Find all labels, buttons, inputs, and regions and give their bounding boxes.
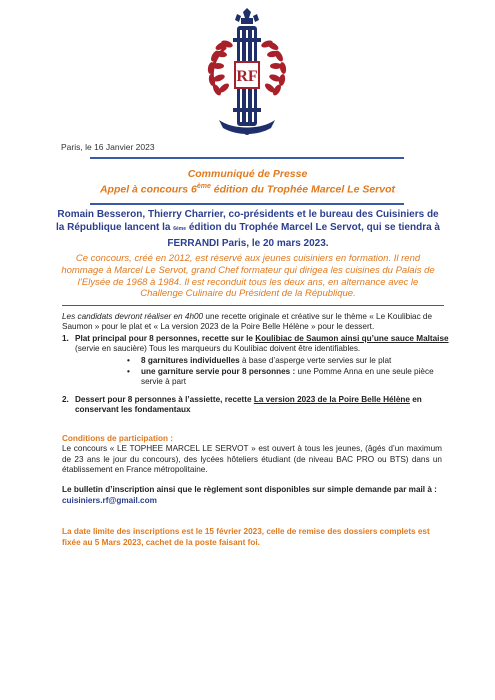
item1-underline: Koulibiac de Saumon ainsi qu’une sauce Maltaise bbox=[255, 334, 449, 343]
bullet-bold: 8 garnitures individuelles bbox=[141, 356, 240, 366]
email-link[interactable]: cuisiniers.rf@gmail.com bbox=[62, 495, 157, 505]
bullet-text: à base d’asperge verte servies sur le plat bbox=[239, 356, 392, 366]
item2-bold: Dessert pour 8 personnes à l’assiette, recette bbox=[75, 395, 254, 404]
contest-description: Ce concours, créé en 2012, est réservé aux jeunes cuisiniers en formation. Il rend hommage à Marcel Le Servot, grand Chef formateur qui dirigea les cuisines du Palais de l’Elysée de 1968 à 1984. Il est reconduit tous les deux ans, en alternance avec le Challenge Culinaire du Président de la République. bbox=[61, 253, 435, 300]
subtitle-pre: Appel à concours 6 bbox=[99, 183, 197, 196]
list-item-main-course bbox=[62, 334, 454, 387]
deadline-notice: La date limite des inscriptions est le 15 février 2023, celle de remise des dossiers complets est fixée au 5 Mars 2023, cachet de la poste faisant foi. bbox=[62, 527, 430, 547]
bullet-bold: une garniture servie pour 8 personnes : bbox=[141, 366, 296, 376]
garnish-list bbox=[127, 356, 454, 387]
item1-rest: (servie en saucière) Tous les marqueurs du Koulibiac doivent être identifiables. bbox=[75, 344, 361, 354]
top-divider bbox=[90, 157, 404, 159]
registration-info bbox=[62, 485, 442, 506]
bulletin-text: Le bulletin d’inscription ainsi que le règlement sont disponibles sur simple demande par mail à : bbox=[62, 485, 437, 494]
subtitle-sup: ème bbox=[196, 183, 211, 190]
item1-bold: Plat principal pour 8 personnes, recette sur le bbox=[75, 334, 256, 343]
intro-line-a: Romain Besseron, Thierry Charrier, co-présidents et le bureau des Cuisiniers de la République lancent la bbox=[56, 209, 439, 234]
conditions-text: Le concours « LE TOPHEE MARCEL LE SERVOT » est ouvert à tous les jeunes, (âgés d’un maximum de 23 ans le jour du concours), des lycées hôteliers étudiant (de niveau BAC PRO ou BTS) dans un établissement en France métropolitaine. bbox=[62, 444, 442, 475]
subtitle-post: édition du Trophée Marcel Le Servot bbox=[210, 183, 396, 196]
list-item bbox=[127, 367, 454, 387]
communique-title: Communiqué de Presse bbox=[187, 168, 308, 180]
intro-line-b: édition du Trophée Marcel Le Servot, qui se tiendra à FERRANDI Paris, le 20 mars 2023. bbox=[167, 222, 440, 249]
lead-rest: une recette originale et créative sur le thème « Le Koulibiac de Saumon » pour le plat et « La version 2023 de la Poire Belle Hélène » pour le dessert. bbox=[62, 312, 433, 332]
item-number: 1. bbox=[62, 334, 69, 343]
intro-tiny: 6ème bbox=[173, 226, 187, 233]
conditions-heading: Conditions de participation : bbox=[62, 434, 173, 443]
candidates-lead bbox=[62, 312, 452, 332]
list-item-dessert bbox=[62, 395, 454, 415]
second-divider bbox=[90, 203, 404, 205]
republic-emblem-logo bbox=[197, 8, 297, 138]
communique-subtitle bbox=[0, 183, 495, 196]
lead-italic: Les candidats devront réaliser en 4h00 bbox=[62, 312, 204, 321]
svg-text:RF: RF bbox=[236, 68, 258, 85]
item-number: 2. bbox=[62, 395, 69, 404]
document-date: Paris, le 16 Janvier 2023 bbox=[61, 142, 155, 152]
item2-underline: La version 2023 de la Poire Belle Hélène bbox=[253, 395, 410, 404]
item2-rest: en conservant les fondamentaux bbox=[75, 395, 422, 415]
bullet-text: une Pomme Anna en une seule pièce servie à part bbox=[141, 366, 434, 386]
list-item bbox=[127, 356, 454, 366]
intro-paragraph bbox=[52, 208, 444, 250]
thin-divider bbox=[62, 305, 444, 306]
